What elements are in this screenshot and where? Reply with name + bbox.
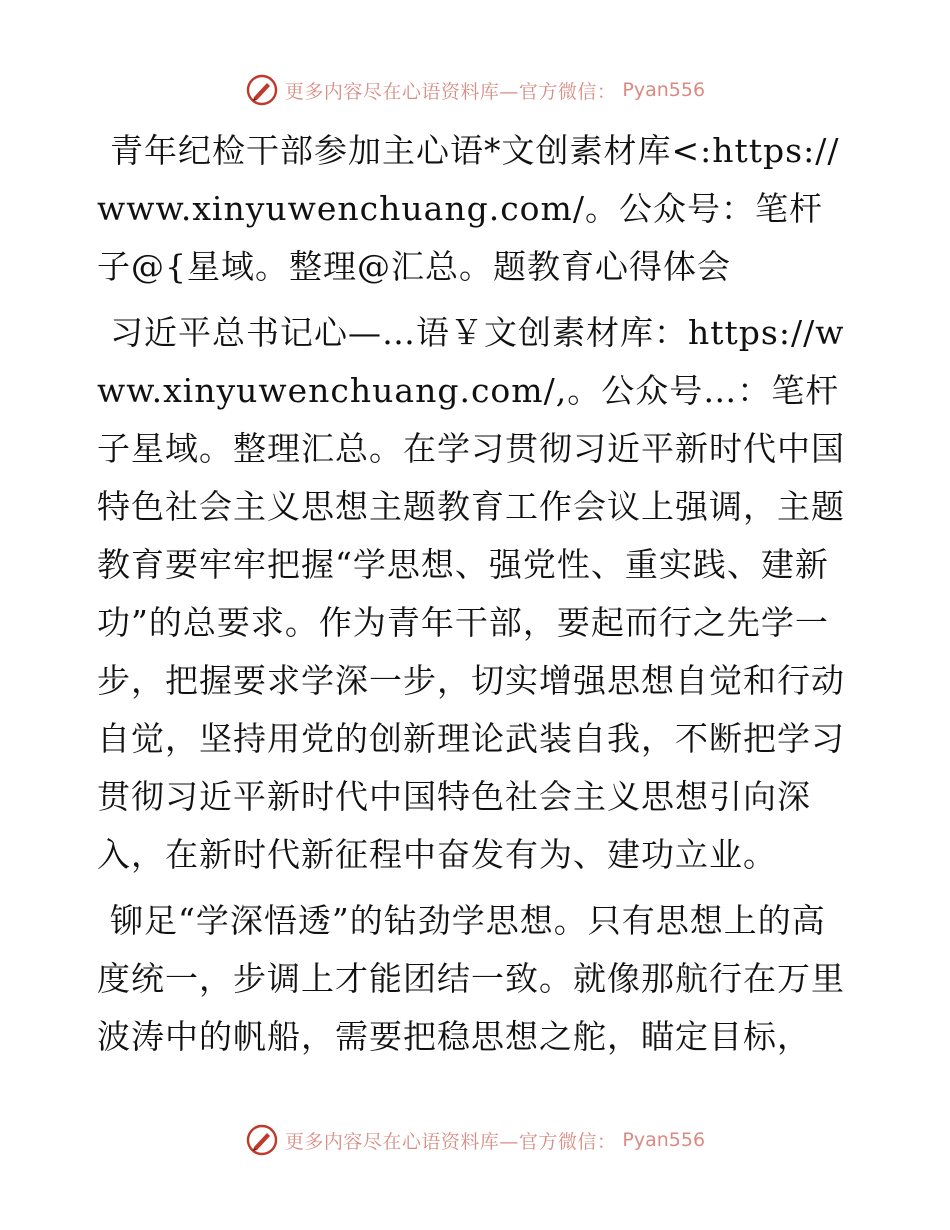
pen-logo-icon bbox=[245, 73, 279, 107]
footer-banner bbox=[0, 1120, 950, 1160]
banner-wechat-id: Pyan556 bbox=[622, 1129, 706, 1151]
banner-wechat-id: Pyan556 bbox=[622, 79, 706, 101]
header-banner bbox=[0, 70, 950, 110]
banner-text: 更多内容尽在心语资料库—官方微信： bbox=[284, 1130, 617, 1153]
paragraph-intro: 习近平总书记心—…语￥文创素材库：https://www.xinyuwenchuang.com/,。公众号…：笔杆子星域。整理汇总。在学习贯彻习近平新时代中国特色社会主义思想主题教育工作会议上强调，主题教育要牢牢把握“学思想、强党性、重实践、建新功”的总要求。作为青年干部，要起而行之先学一步，把握要求学深一步，切实增强思想自觉和行动自觉，坚持用党的创新理论武装自我，不断把学习贯彻习近平新时代中国特色社会主义思想引向深入，在新时代新征程中奋发有为、建功立业。 bbox=[97, 313, 845, 874]
document-body bbox=[97, 122, 852, 1074]
banner-text: 更多内容尽在心语资料库—官方微信： bbox=[284, 80, 617, 103]
paragraph-title: 青年纪检干部参加主心语*文创素材库<:https://www.xinyuwenchuang.com/。公众号：笔杆子@{星域。整理@汇总。题教育心得体会 bbox=[97, 131, 840, 286]
pen-logo-icon bbox=[245, 1123, 279, 1157]
paragraph-study: 铆足“学深悟透”的钻劲学思想。只有思想上的高度统一，步调上才能团结一致。就像那航行在万里波涛中的帆船，需要把稳思想之舵，瞄定目标， bbox=[97, 901, 845, 1056]
